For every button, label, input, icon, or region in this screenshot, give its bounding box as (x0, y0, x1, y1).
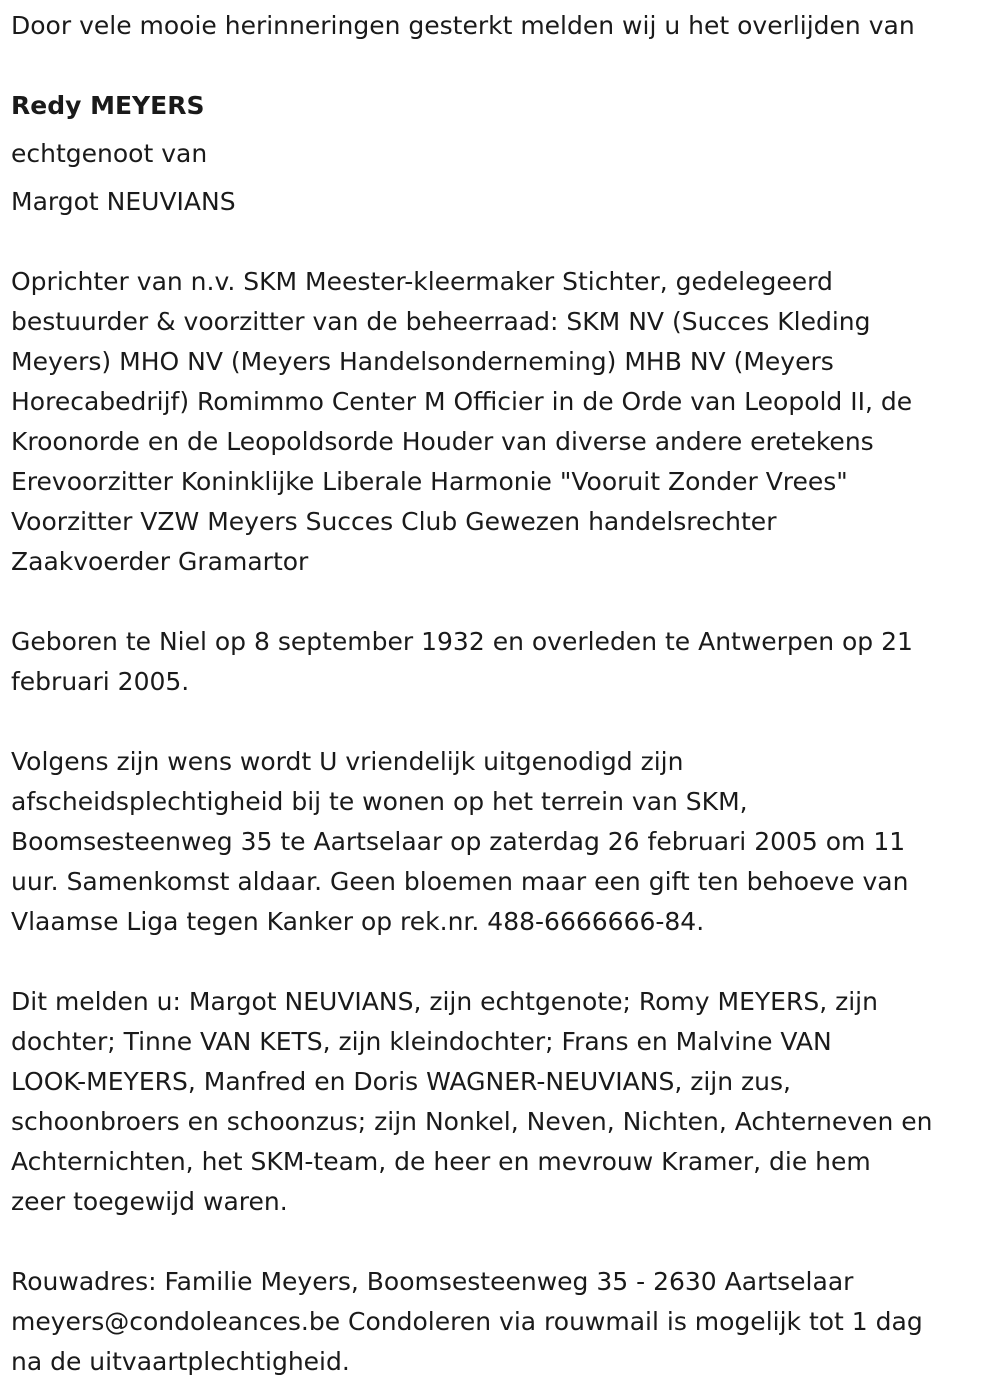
paragraph-line: uur. Samenkomst aldaar. Geen bloemen maar een gift ten behoeve van (11, 867, 909, 896)
intro-text: Door vele mooie herinneringen gesterkt melden wij u het overlijden van (11, 11, 915, 40)
functions-paragraph (11, 262, 912, 582)
deceased-name: Redy MEYERS (11, 91, 205, 120)
paragraph-line: zeer toegewijd waren. (11, 1187, 288, 1216)
address-paragraph (11, 1262, 923, 1382)
paragraph-line: Volgens zijn wens wordt U vriendelijk uitgenodigd zijn (11, 747, 684, 776)
paragraph-line: Meyers) MHO NV (Meyers Handelsonderneming) MHB NV (Meyers (11, 347, 834, 376)
paragraph-line: Zaakvoerder Gramartor (11, 547, 309, 576)
paragraph-line: afscheidsplechtigheid bij te wonen op het terrein van SKM, (11, 787, 748, 816)
birth-death-paragraph (11, 622, 913, 702)
paragraph-line: bestuurder & voorzitter van de beheerraad: SKM NV (Succes Kleding (11, 307, 871, 336)
paragraph-line: februari 2005. (11, 667, 190, 696)
spouse-name: Margot NEUVIANS (11, 187, 236, 216)
paragraph-line: Voorzitter VZW Meyers Succes Club Gewezen handelsrechter (11, 507, 777, 536)
paragraph-line: meyers@condoleances.be Condoleren via rouwmail is mogelijk tot 1 dag (11, 1307, 923, 1336)
ceremony-paragraph (11, 742, 908, 942)
paragraph-line: Kroonorde en de Leopoldsorde Houder van diverse andere eretekens (11, 427, 874, 456)
paragraph-line: LOOK-MEYERS, Manfred en Doris WAGNER-NEUVIANS, zijn zus, (11, 1067, 791, 1096)
family-paragraph (11, 982, 932, 1222)
paragraph-line: Horecabedrijf) Romimmo Center M Officier in de Orde van Leopold II, de (11, 387, 913, 416)
paragraph-line: Erevoorzitter Koninklijke Liberale Harmonie "Vooruit Zonder Vrees" (11, 467, 848, 496)
paragraph-line: Geboren te Niel op 8 september 1932 en overleden te Antwerpen op 21 (11, 627, 913, 656)
paragraph-line: Achternichten, het SKM-team, de heer en mevrouw Kramer, die hem (11, 1147, 871, 1176)
paragraph-line: Oprichter van n.v. SKM Meester-kleermaker Stichter, gedelegeerd (11, 267, 833, 296)
paragraph-line: dochter; Tinne VAN KETS, zijn kleindochter; Frans en Malvine VAN (11, 1027, 832, 1056)
paragraph-line: Rouwadres: Familie Meyers, Boomsesteenweg 35 - 2630 Aartselaar (11, 1267, 854, 1296)
paragraph-line: Dit melden u: Margot NEUVIANS, zijn echtgenote; Romy MEYERS, zijn (11, 987, 878, 1016)
paragraph-line: Vlaamse Liga tegen Kanker op rek.nr. 488-6666666-84. (11, 907, 705, 936)
spouse-label: echtgenoot van (11, 139, 208, 168)
paragraph-line: schoonbroers en schoonzus; zijn Nonkel, Neven, Nichten, Achterneven en (11, 1107, 933, 1136)
paragraph-line: Boomsesteenweg 35 te Aartselaar op zaterdag 26 februari 2005 om 11 (11, 827, 906, 856)
paragraph-line: na de uitvaartplechtigheid. (11, 1347, 350, 1376)
